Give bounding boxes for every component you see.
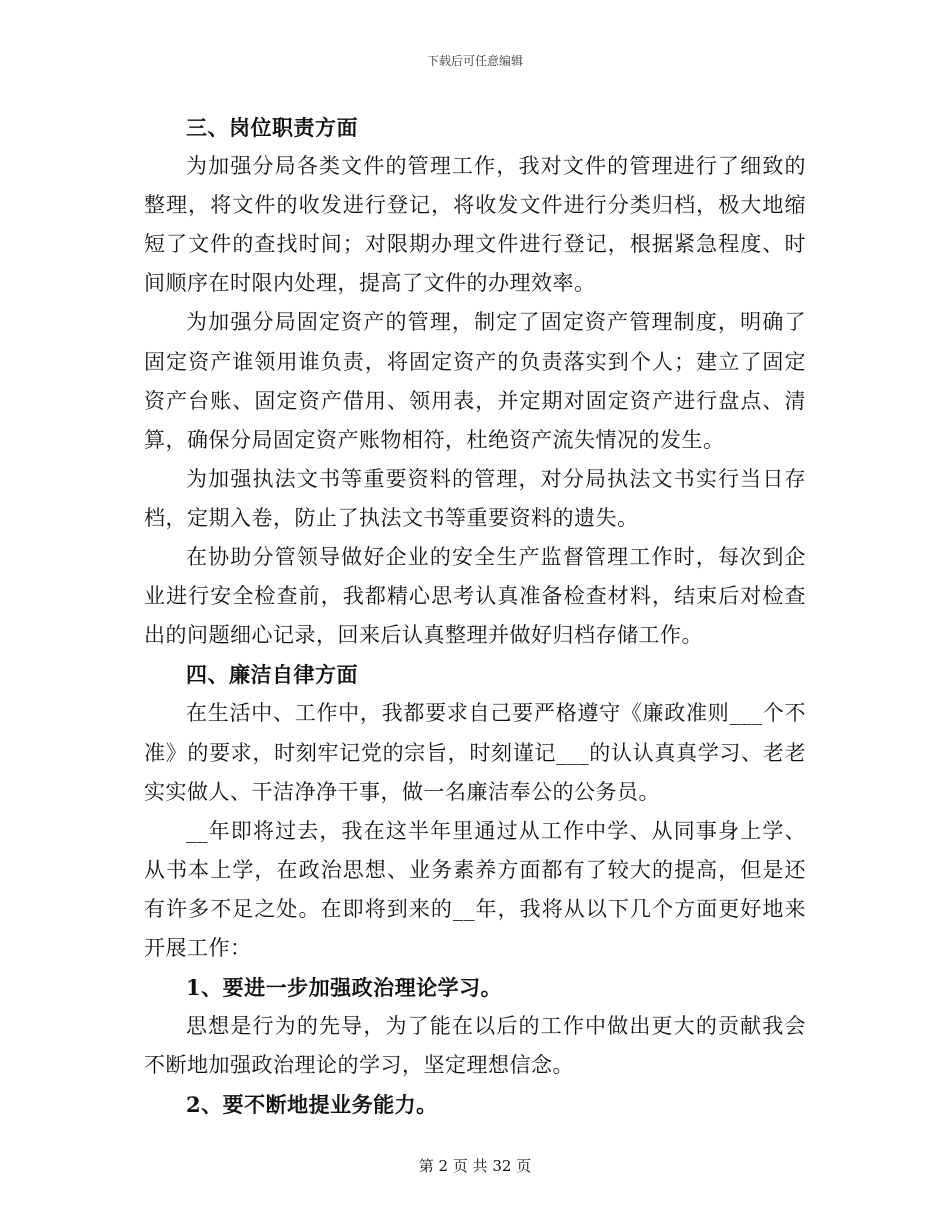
section-heading-4: 四、廉洁自律方面	[186, 662, 358, 688]
paragraph: 为加强执法文书等重要资料的管理，对分局执法文书实行当日存档，定期入卷，防止了执法文书等重要资料的遗失。	[144, 466, 806, 530]
item-heading-2: 2、要不断地提业务能力。	[186, 1092, 438, 1118]
section-heading-3: 三、岗位职责方面	[186, 115, 358, 140]
paragraph: 在协助分管领导做好企业的安全生产监督管理工作时，每次到企业进行安全检查前，我都精心思考认真准备检查材料，结束后对检查出的问题细心记录，回来后认真整理并做好归档存储工作。	[144, 545, 806, 648]
paragraph: __年即将过去，我在这半年里通过从工作中学、从同事身上学、从书本上学，在政治思想、业务素养方面都有了较大的提高，但是还有许多不足之处。在即将到来的__年，我将从以下几个方面更好地来开展工作：	[144, 818, 806, 960]
paragraph: 为加强分局各类文件的管理工作，我对文件的管理进行了细致的整理，将文件的收发进行登记，将收发文件进行分类归档，极大地缩短了文件的查找时间；对限期办理文件进行登记，根据紧急程度、时间顺序在时限内处理，提高了文件的办理效率。	[144, 154, 806, 296]
item-heading-1: 1、要进一步加强政治理论学习。	[186, 975, 503, 1001]
paragraph: 思想是行为的先导，为了能在以后的工作中做出更大的贡献我会不断地加强政治理论的学习，坚定理想信念。	[144, 1014, 806, 1078]
page-footer: 第 2 页 共 32 页	[418, 1157, 532, 1175]
document-body	[144, 108, 806, 1124]
paragraph: 为加强分局固定资产的管理，制定了固定资产管理制度，明确了固定资产谁领用谁负责，将固定资产的负责落实到个人；建立了固定资产台账、固定资产借用、领用表，并定期对固定资产进行盘点、清算，确保分局固定资产账物相符，杜绝资产流失情况的发生。	[144, 310, 806, 452]
page-header: 下载后可任意编辑	[426, 54, 523, 68]
paragraph: 在生活中、工作中，我都要求自己要严格遵守《廉政准则___个不准》的要求，时刻牢记党的宗旨，时刻谨记___的认认真真学习、老老实实做人、干洁净净干事，做一名廉洁奉公的公务员。	[144, 701, 806, 804]
